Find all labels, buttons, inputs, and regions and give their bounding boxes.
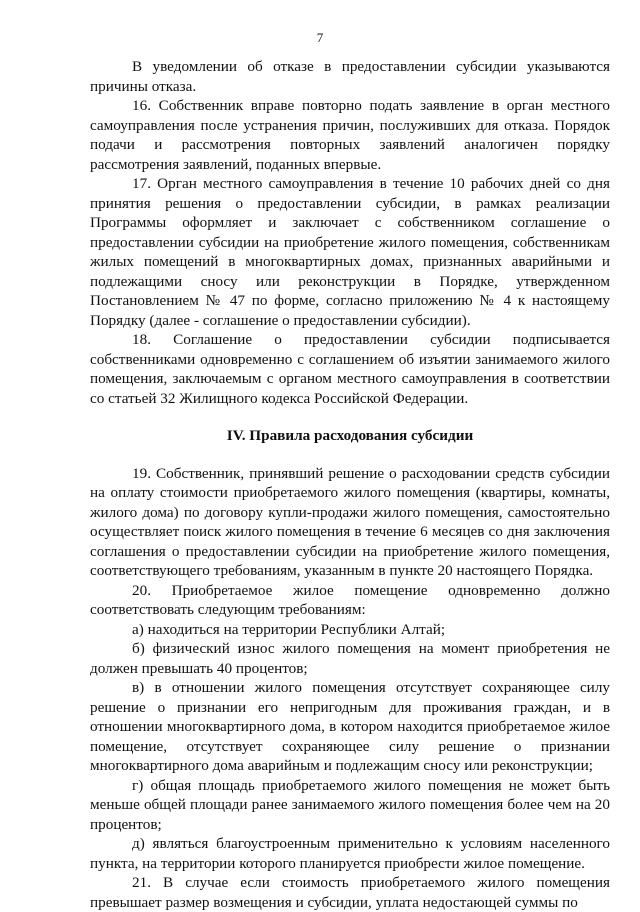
paragraph-20-item-v: в) в отношении жилого помещения отсутствует сохраняющее силу решение о признании его непригодным для проживания граждан, и в отношении многоквартирного дома, в котором находится приобретаемое жилое помещение, отсутствует сохраняющее силу решение о признании многоквартирного дома аварийным и подлежащим сносу или реконструкции; (90, 679, 610, 774)
paragraph-18: 18. Соглашение о предоставлении субсидии подписывается собственниками одновременно с соглашением об изъятии занимаемого жилого помещения, заключаемым с органом местного самоуправления в соответствии со статьей 32 Жилищного кодекса Российской Федерации. (90, 331, 610, 407)
document-body (90, 57, 610, 912)
paragraph-20-item-g: г) общая площадь приобретаемого жилого помещения не может быть меньше общей площади ранее занимаемого жилого помещения более чем на 20 процентов; (90, 776, 610, 833)
paragraph-20: 20. Приобретаемое жилое помещение одновременно должно соответствовать следующим требованиям: (90, 581, 610, 618)
paragraph-19: 19. Собственник, принявший решение о расходовании средств субсидии на оплату стоимости приобретаемого жилого помещения (квартиры, комнаты, жилого дома) по договору купли-продажи жилого помещения, самостоятельно осуществляет поиск жилого помещения в течение 6 месяцев со дня заключения соглашения о предоставлении субсидии на приобретение жилого помещения, соответствующего требованиям, указанным в пункте 20 настоящего Порядка. (90, 464, 610, 579)
paragraph-16: 16. Собственник вправе повторно подать заявление в орган местного самоуправления после устранения причин, послуживших для отказа. Порядок подачи и рассмотрения повторных заявлений аналогичен порядку рассмотрения заявлений, поданных впервые. (90, 97, 610, 173)
section-heading: IV. Правила расходования субсидии (226, 427, 474, 444)
paragraph-20-item-b: б) физический износ жилого помещения на момент приобретения не должен превышать 40 процентов; (90, 640, 610, 677)
paragraph-21: 21. В случае если стоимость приобретаемого жилого помещения превышает размер возмещения и субсидии, уплата недостающей суммы по (90, 874, 610, 911)
paragraph-refusal-notice: В уведомлении об отказе в предоставлении субсидии указываются причины отказа. (90, 58, 610, 95)
paragraph-20-item-d: д) являться благоустроенным применительно к условиям населенного пункта, на территории которого планируется приобрести жилое помещение. (90, 835, 610, 872)
page-number: 7 (316, 30, 324, 45)
paragraph-20-item-a: а) находиться на территории Республики Алтай; (132, 620, 446, 638)
paragraph-17: 17. Орган местного самоуправления в течение 10 рабочих дней со дня принятия решения о предоставлении субсидии, в рамках реализации Программы оформляет и заключает с собственником соглашение о предоставлении субсидии на приобретение жилого помещения, собственникам жилых помещений в многоквартирных домах, признанных аварийными и подлежащими сносу или реконструкции в Порядке, утвержденном Постановлением № 47 по форме, согласно приложению № 4 к настоящему Порядку (далее - соглашение о предоставлении субсидии). (90, 175, 610, 329)
